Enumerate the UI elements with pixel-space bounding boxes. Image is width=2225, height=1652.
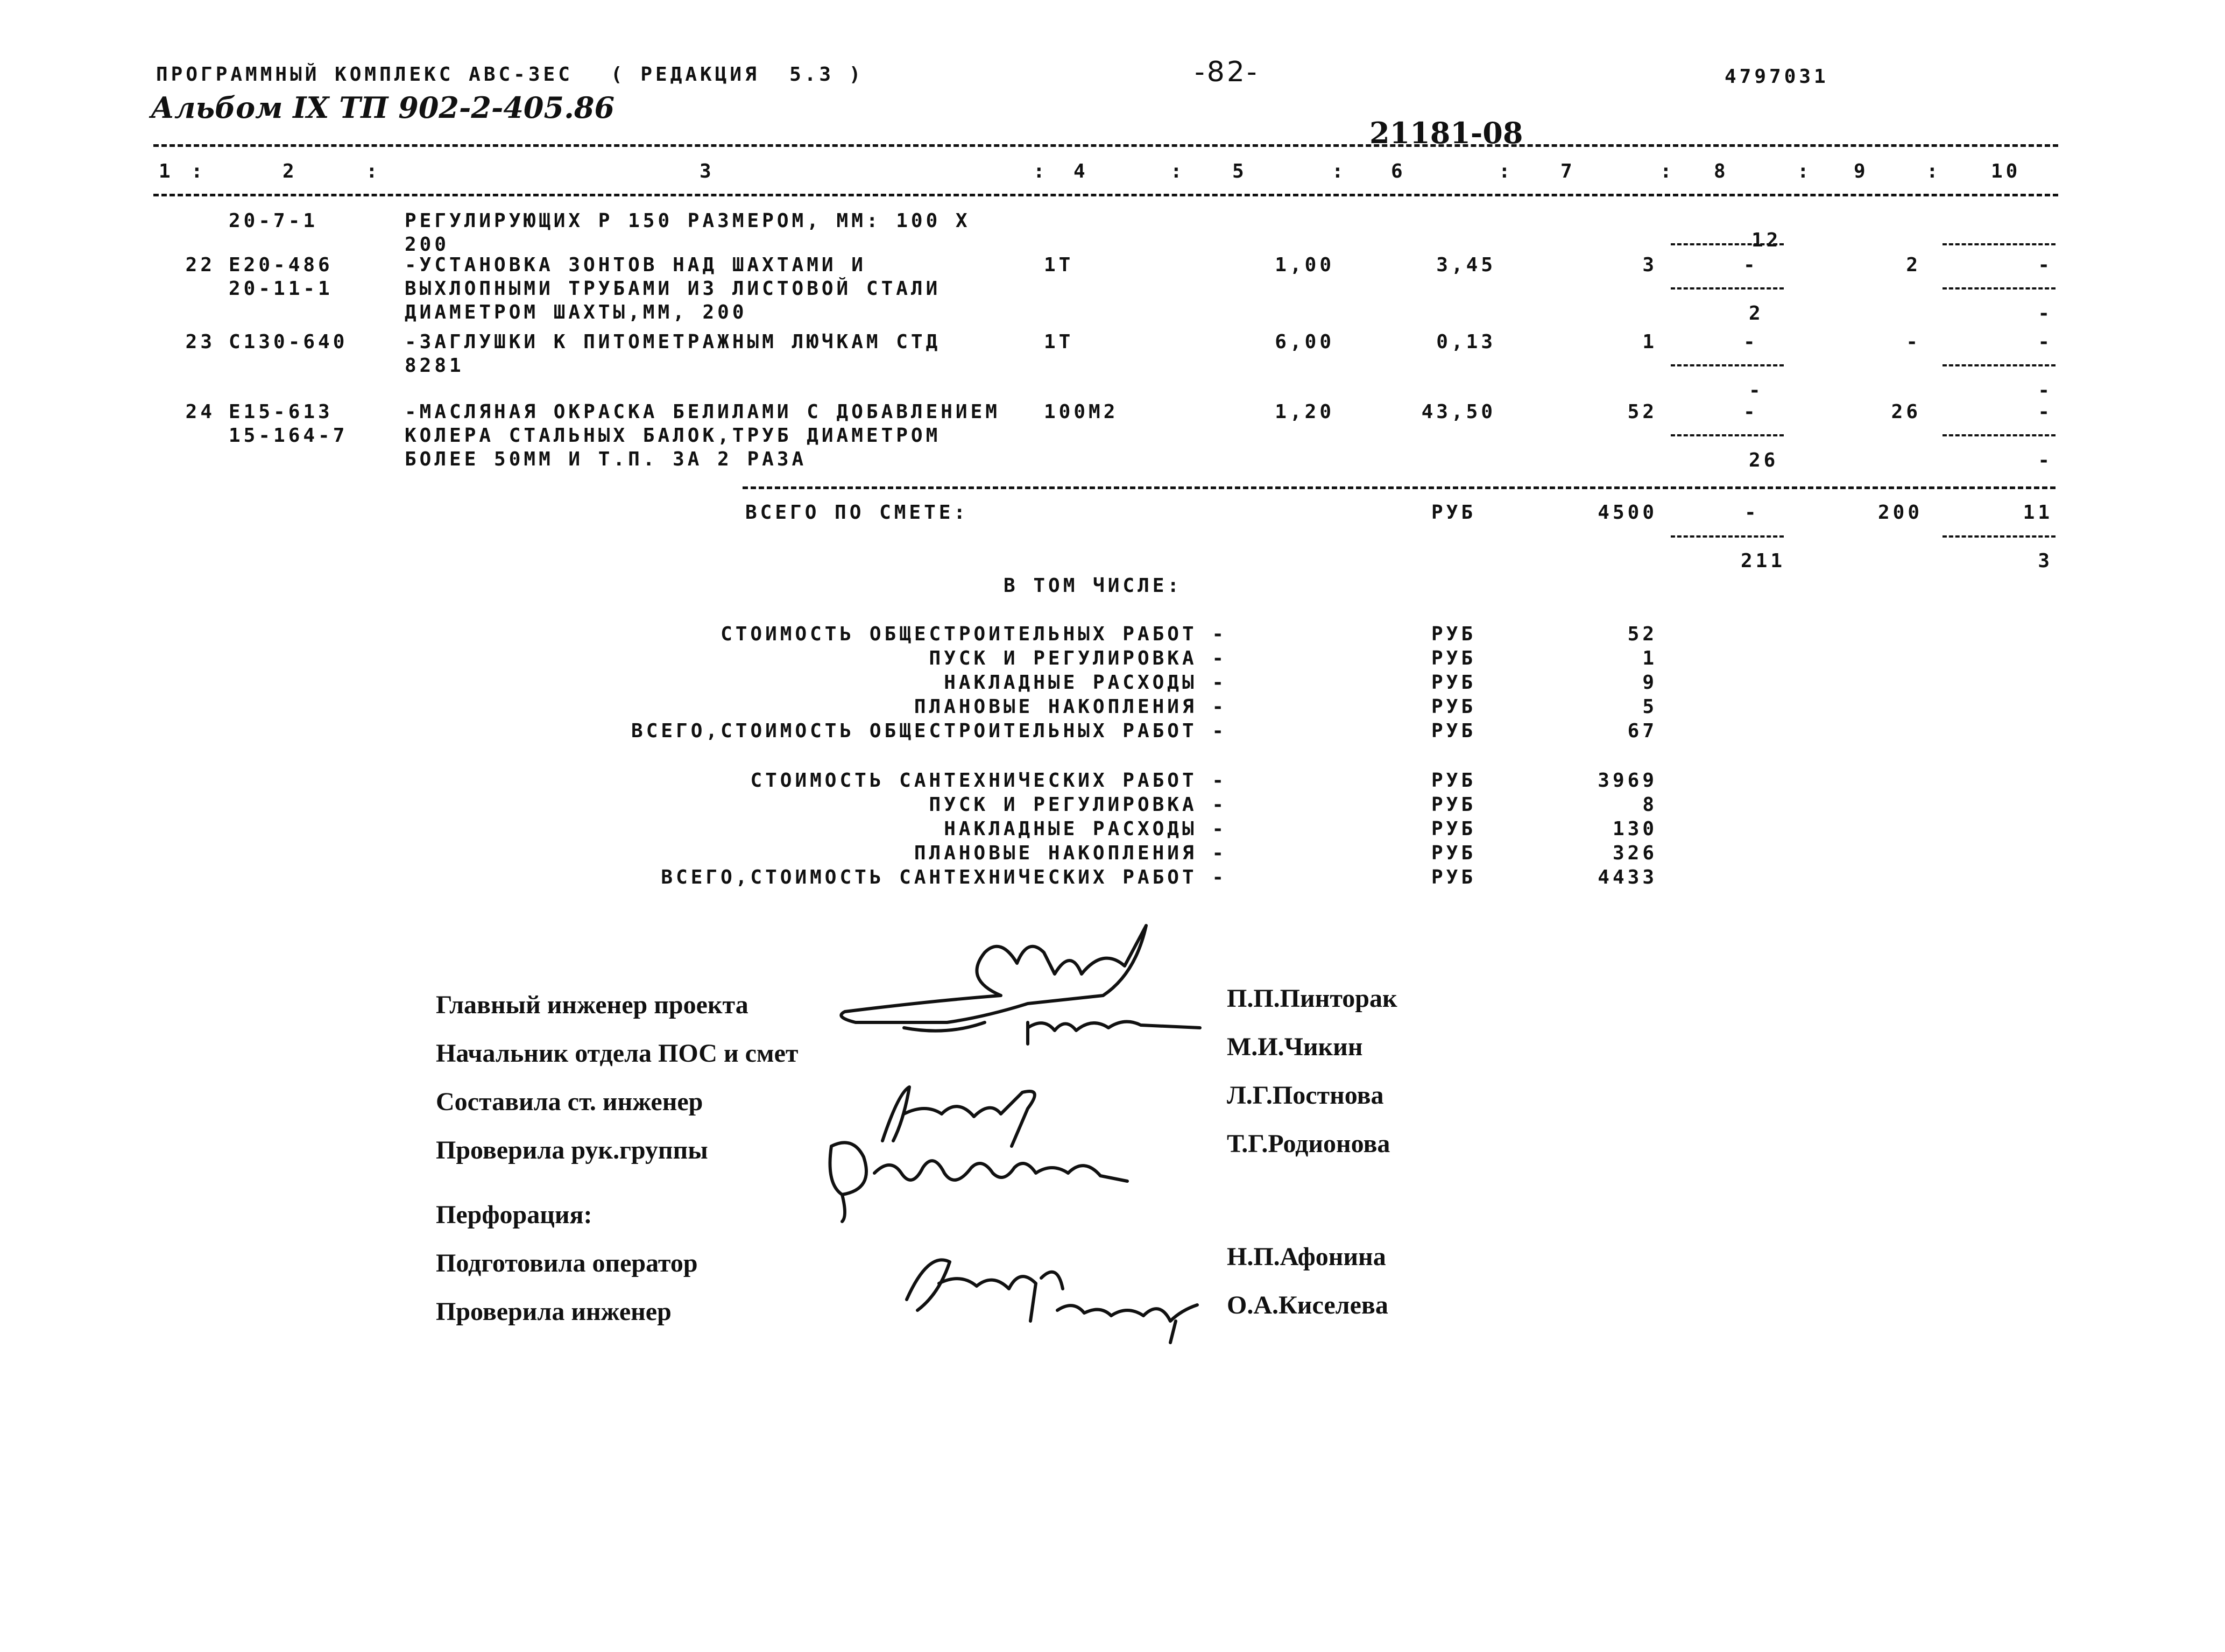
row-quantity: 1,00	[1275, 254, 1334, 276]
row-unit: 1Т	[1044, 254, 1074, 276]
totals-col10-bottom: 3	[2038, 550, 2053, 572]
summary-value: 1	[1642, 647, 1657, 669]
totals-col9: 200	[1878, 502, 1923, 524]
row-quantity: 6,00	[1275, 331, 1334, 353]
totals-col10-divider	[1943, 535, 2056, 538]
column-separator: :	[1033, 160, 1048, 182]
summary-label: ПЛАНОВЫЕ НАКОПЛЕНИЯ -	[914, 842, 1227, 864]
column-separator: :	[1797, 160, 1812, 182]
row-total: 3	[1642, 254, 1657, 276]
summary-label: НАКЛАДНЫЕ РАСХОДЫ -	[944, 818, 1227, 840]
totals-label: ВСЕГО ПО СМЕТЕ:	[745, 502, 969, 524]
column-separator: :	[1660, 160, 1675, 182]
summary-value: 326	[1612, 842, 1657, 864]
summary-label: СТОИМОСТЬ САНТЕХНИЧЕСКИХ РАБОТ -	[750, 769, 1227, 792]
row-quantity: 1,20	[1275, 401, 1334, 423]
summary-value: 5	[1642, 696, 1657, 718]
column-header-4: 4	[1073, 160, 1089, 182]
row-description: КОЛЕРА СТАЛЬНЫХ БАЛОК,ТРУБ ДИАМЕТРОМ	[405, 425, 941, 447]
summary-value: 4433	[1598, 866, 1657, 888]
row-code: 20-7-1	[229, 210, 319, 232]
summary-unit: РУБ	[1431, 623, 1477, 645]
summary-value: 8	[1642, 794, 1657, 816]
header-rule-top	[153, 144, 2058, 147]
row-col10-top: -	[2038, 254, 2053, 276]
row-col8-top: -	[1743, 254, 1758, 276]
signature-rodionova	[810, 1125, 1133, 1227]
stamp-number: 21181-08	[1369, 116, 1523, 150]
program-title: ПРОГРАММНЫЙ КОМПЛЕКС АВС-3ЕС	[156, 63, 573, 86]
summary-value: 9	[1642, 672, 1657, 694]
row-unit-price: 43,50	[1421, 401, 1496, 423]
summary-unit: РУБ	[1431, 794, 1477, 816]
row-col8-pre: 12	[1751, 229, 1782, 251]
column-header-7: 7	[1560, 160, 1576, 182]
signature-role: Начальник отдела ПОС и смет	[436, 1039, 799, 1068]
row-code: 15-164-7	[229, 425, 348, 447]
column-separator: :	[191, 160, 206, 182]
summary-label: ПЛАНОВЫЕ НАКОПЛЕНИЯ -	[914, 696, 1227, 718]
row-description: ДИАМЕТРОМ ШАХТЫ,ММ, 200	[405, 301, 747, 323]
row-col8-bottom: -	[1749, 379, 1764, 401]
row-col9: 2	[1906, 254, 1921, 276]
row-description: -МАСЛЯНАЯ ОКРАСКА БЕЛИЛАМИ С ДОБАВЛЕНИЕМ	[405, 401, 1000, 423]
signature-name: Т.Г.Родионова	[1227, 1129, 1390, 1158]
column-header-3: 3	[700, 160, 715, 182]
summary-value: 67	[1627, 720, 1657, 742]
row-description: -УСТАНОВКА ЗОНТОВ НАД ШАХТАМИ И	[405, 254, 866, 276]
column-separator: :	[1499, 160, 1514, 182]
signature-role: Составила ст. инженер	[436, 1088, 703, 1116]
including-label: В ТОМ ЧИСЛЕ:	[1004, 575, 1183, 597]
column-separator: :	[1170, 160, 1185, 182]
row-description: ВЫХЛОПНЫМИ ТРУБАМИ ИЗ ЛИСТОВОЙ СТАЛИ	[405, 278, 941, 300]
row-code: С130-640	[229, 331, 348, 353]
summary-unit: РУБ	[1431, 672, 1477, 694]
signature-role: Подготовила оператор	[436, 1249, 698, 1277]
summary-unit: РУБ	[1431, 818, 1477, 840]
summary-label: ВСЕГО,СТОИМОСТЬ САНТЕХНИЧЕСКИХ РАБОТ -	[661, 866, 1227, 888]
row-col8-top: -	[1743, 331, 1758, 353]
row-col9: 26	[1891, 401, 1921, 423]
row-description: 200	[405, 234, 450, 256]
column-separator: :	[1926, 160, 1941, 182]
totals-col10-top: 11	[2023, 502, 2053, 524]
row-col8-divider	[1671, 287, 1784, 290]
totals-col8-top: -	[1744, 502, 1760, 524]
column-header-1: 1	[159, 160, 174, 182]
edition-label: ( РЕДАКЦИЯ 5.3 )	[611, 63, 864, 86]
row-total: 52	[1627, 401, 1657, 423]
row-col10-bottom: -	[2038, 449, 2053, 471]
summary-label: НАКЛАДНЫЕ РАСХОДЫ -	[944, 672, 1227, 694]
summary-value: 130	[1612, 818, 1657, 840]
page-number: -82-	[1195, 56, 1259, 88]
totals-rule	[743, 486, 2056, 489]
header-rule-bottom	[153, 194, 2058, 196]
row-description: БОЛЕЕ 50ММ И Т.П. ЗА 2 РАЗА	[405, 448, 807, 470]
summary-unit: РУБ	[1431, 696, 1477, 718]
summary-label: ВСЕГО,СТОИМОСТЬ ОБЩЕСТРОИТЕЛЬНЫХ РАБОТ -	[631, 720, 1227, 742]
row-col10-top: -	[2038, 331, 2053, 353]
row-description: -ЗАГЛУШКИ К ПИТОМЕТРАЖНЫМ ЛЮЧКАМ СТД	[405, 331, 941, 353]
row-number: 23	[185, 331, 215, 353]
row-description: 8281	[405, 355, 464, 377]
totals-col8-bottom: 211	[1741, 550, 1786, 572]
column-header-6: 6	[1391, 160, 1406, 182]
row-unit: 100М2	[1044, 401, 1119, 423]
summary-unit: РУБ	[1431, 720, 1477, 742]
summary-value: 52	[1627, 623, 1657, 645]
column-separator: :	[1332, 160, 1347, 182]
signature-role: Проверила рук.группы	[436, 1136, 708, 1164]
row-col8-bottom: 26	[1749, 449, 1779, 471]
signature-name: О.А.Киселева	[1227, 1291, 1388, 1319]
column-header-8: 8	[1714, 160, 1729, 182]
doc-number: 4797031	[1725, 66, 1829, 88]
column-header-2: 2	[282, 160, 298, 182]
summary-unit: РУБ	[1431, 769, 1477, 792]
row-col8-bottom: 2	[1749, 302, 1764, 324]
row-unit: 1Т	[1044, 331, 1074, 353]
row-col8-divider	[1671, 364, 1784, 366]
row-col8-divider	[1671, 434, 1784, 436]
row-col10-bottom: -	[2038, 379, 2053, 401]
row-code: Е15-613	[229, 401, 333, 423]
row-code: 20-11-1	[229, 278, 333, 300]
totals-amount: 4500	[1598, 502, 1657, 524]
row-col10-bottom: -	[2038, 302, 2053, 324]
row-col10-divider	[1943, 243, 2056, 245]
row-col10-divider	[1943, 434, 2056, 436]
totals-col8-divider	[1671, 535, 1784, 538]
row-col10-top: -	[2038, 401, 2053, 423]
signature-name: П.П.Пинторак	[1227, 984, 1397, 1013]
summary-label: СТОИМОСТЬ ОБЩЕСТРОИТЕЛЬНЫХ РАБОТ -	[721, 623, 1227, 645]
row-col10-divider	[1943, 364, 2056, 366]
summary-value: 3969	[1598, 769, 1657, 792]
signature-role: Перфорация:	[436, 1201, 592, 1229]
signature-role: Проверила инженер	[436, 1297, 672, 1326]
totals-unit: РУБ	[1431, 502, 1477, 524]
summary-unit: РУБ	[1431, 647, 1477, 669]
summary-unit: РУБ	[1431, 866, 1477, 888]
summary-unit: РУБ	[1431, 842, 1477, 864]
row-col10-divider	[1943, 287, 2056, 290]
column-header-5: 5	[1232, 160, 1247, 182]
row-number: 24	[185, 401, 215, 423]
signature-chief-engineer	[823, 915, 1211, 1071]
signature-afonina-kiseleva	[896, 1230, 1203, 1348]
column-header-9: 9	[1854, 160, 1869, 182]
column-separator: :	[366, 160, 381, 182]
summary-label: ПУСК И РЕГУЛИРОВКА -	[929, 647, 1227, 669]
row-total: 1	[1642, 331, 1657, 353]
row-number: 22	[185, 254, 215, 276]
signature-role: Главный инженер проекта	[436, 991, 748, 1019]
signature-name: Н.П.Афонина	[1227, 1242, 1386, 1271]
row-description: РЕГУЛИРУЮЩИХ Р 150 РАЗМЕРОМ, ММ: 100 Х	[405, 210, 971, 232]
album-label: Альбом IX ТП 902-2-405.86	[151, 90, 615, 125]
row-col8-top: -	[1743, 401, 1758, 423]
row-unit-price: 0,13	[1436, 331, 1496, 353]
column-header-10: 10	[1991, 160, 2021, 182]
row-unit-price: 3,45	[1436, 254, 1496, 276]
summary-label: ПУСК И РЕГУЛИРОВКА -	[929, 794, 1227, 816]
signature-name: М.И.Чикин	[1227, 1033, 1363, 1061]
signature-name: Л.Г.Постнова	[1227, 1081, 1384, 1110]
row-code: Е20-486	[229, 254, 333, 276]
row-col9: -	[1906, 331, 1921, 353]
